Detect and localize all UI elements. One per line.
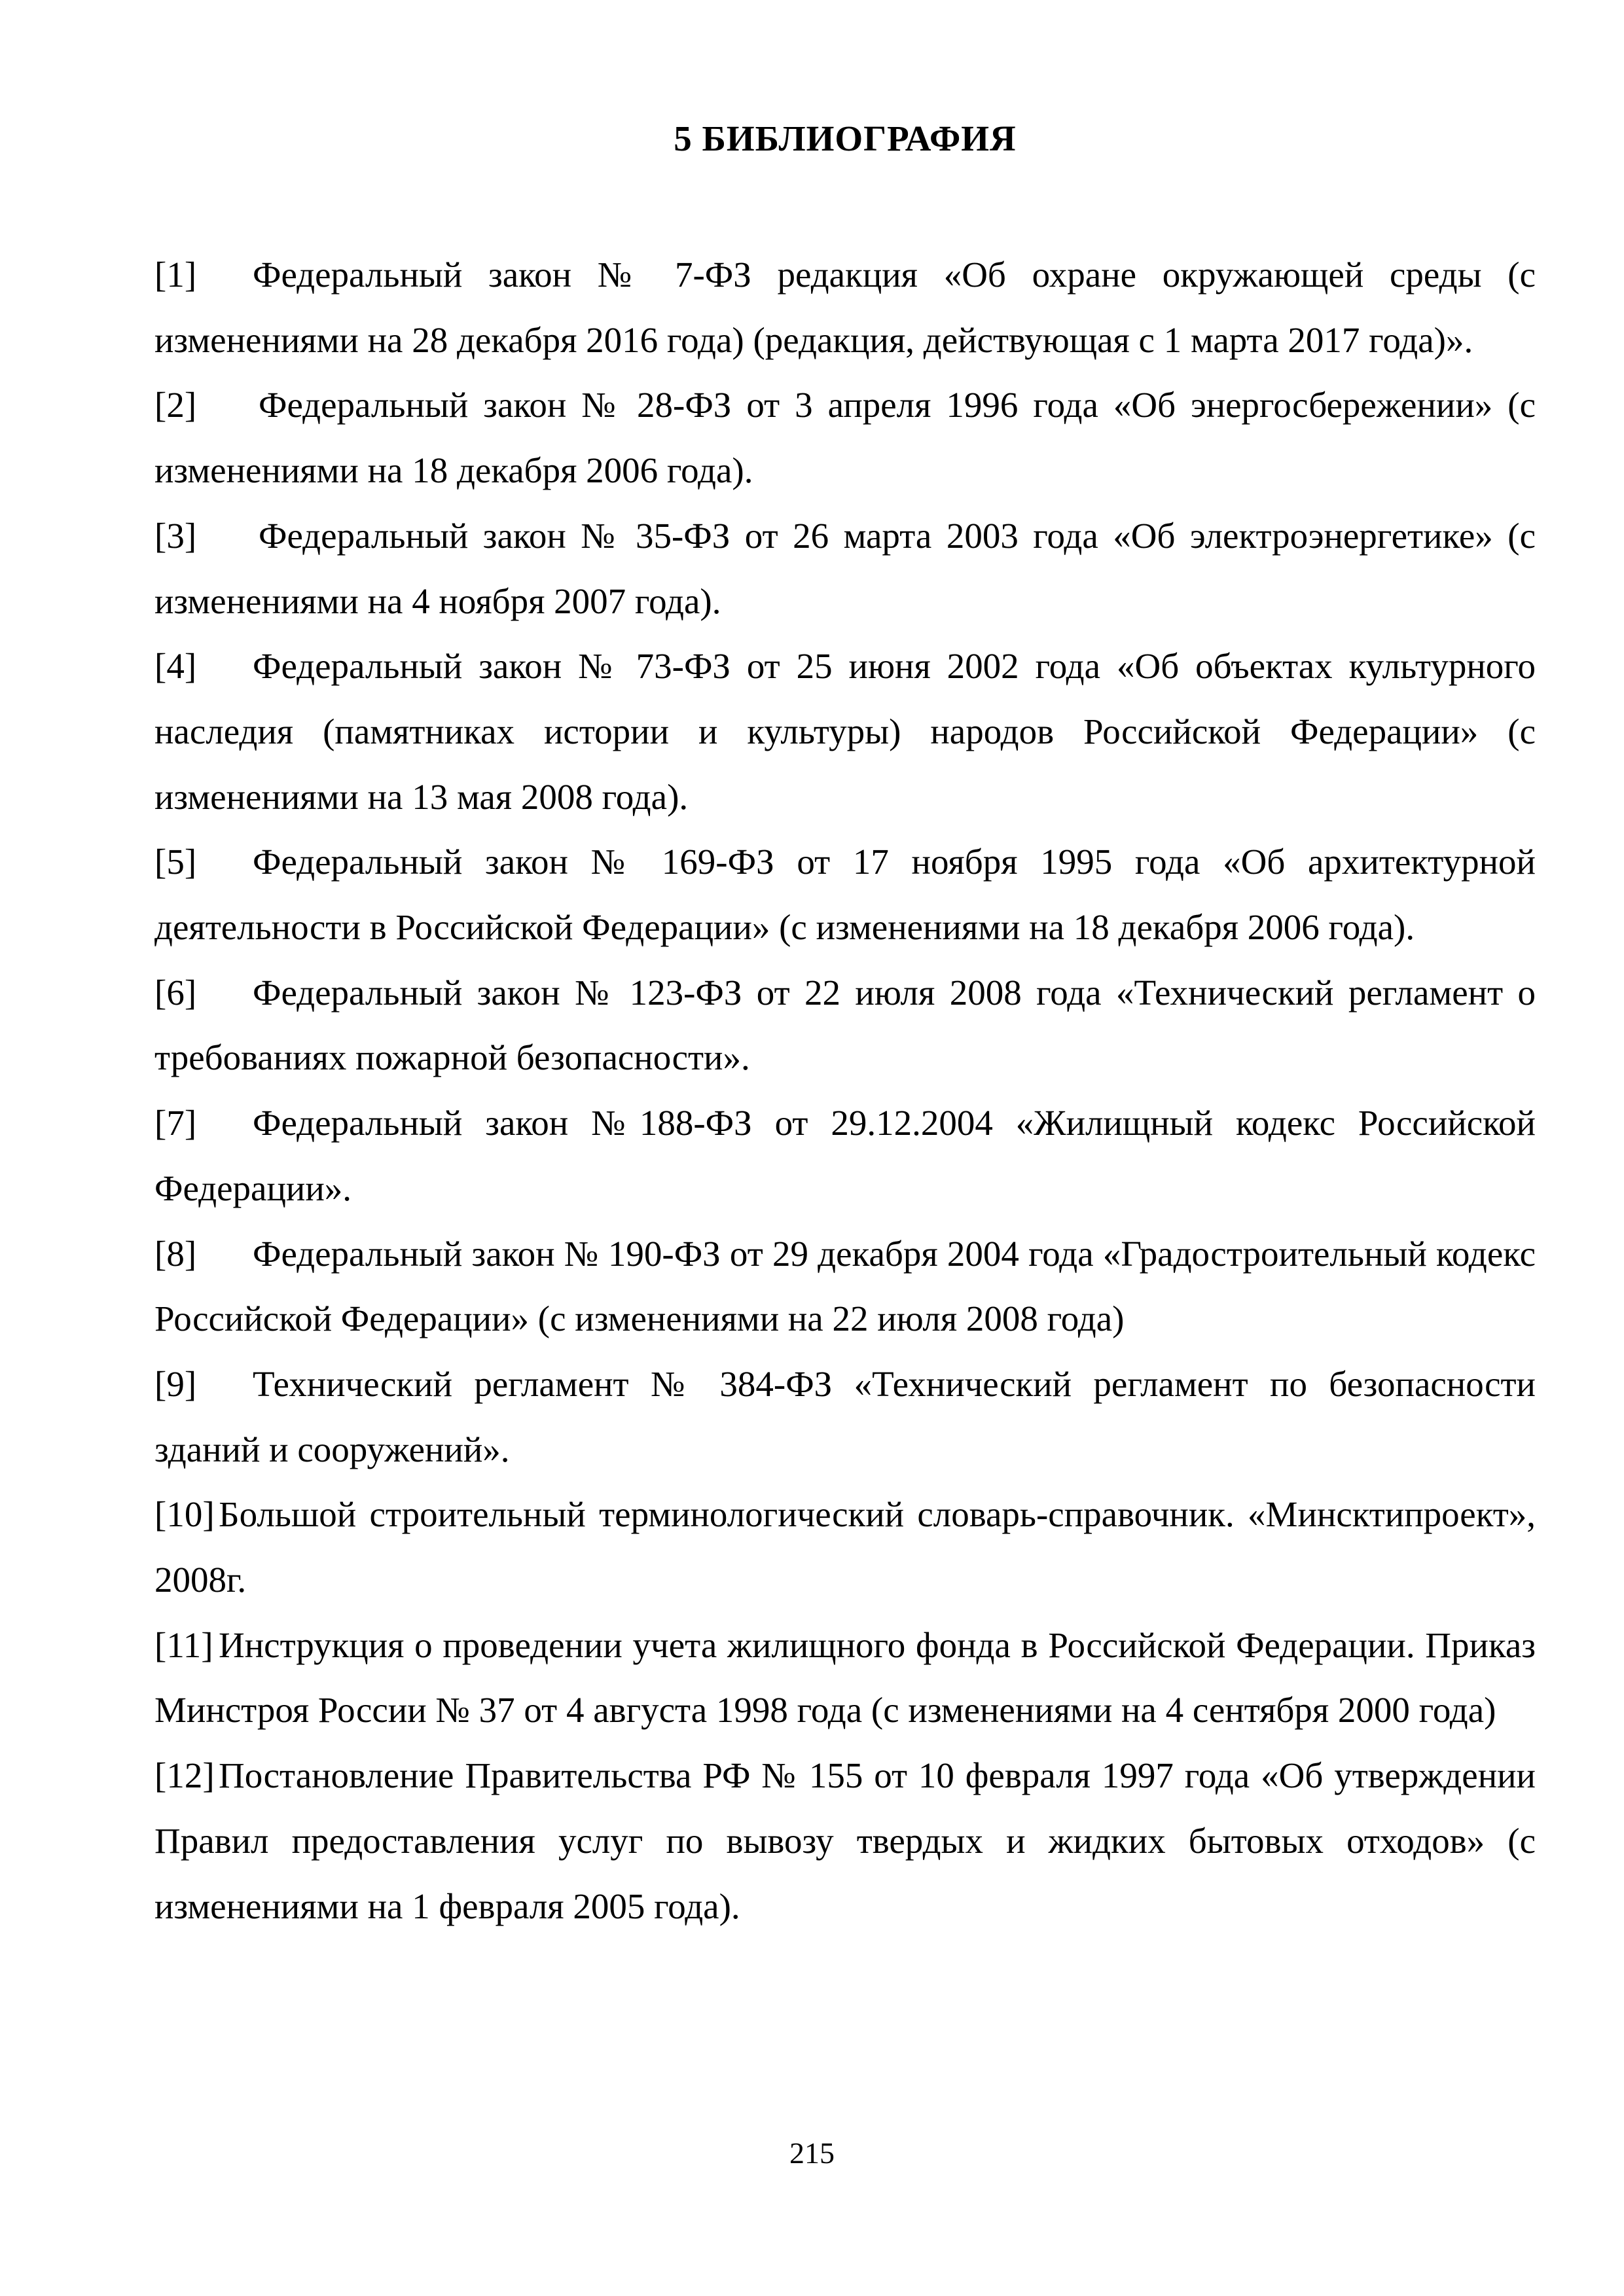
entry-number: [8] <box>154 1233 197 1274</box>
entry-text: Федеральный закон №188-ФЗ от 29.12.2004 «Жилищный кодекс Российской Федерации». <box>154 1103 1536 1208</box>
entry-text: Федеральный закон № 7-ФЗ редакция «Об охране окружающей среды (с изменениями на 28 декабря 2016 года) (редакция, действующая с 1 марта 2017 года)». <box>154 255 1536 360</box>
entry-text: Федеральный закон № 190-ФЗ от 29 декабря 2004 года «Градостроительный кодекс Российской Федерации» (с изменениями на 22 июля 2008 года) <box>154 1233 1536 1339</box>
entry-number: [1] <box>154 255 197 295</box>
bibliography-entry <box>154 503 1536 634</box>
bibliography-entry <box>154 372 1536 503</box>
entry-text: Постановление Правительства РФ № 155 от 10 февраля 1997 года «Об утверждении Правил предоставления услуг по вывозу твердых и жидких бытовых отходов» (с изменениями на 1 февраля 2005 года). <box>154 1755 1536 1926</box>
bibliography-entry <box>154 1352 1536 1482</box>
bibliography-entry <box>154 1482 1536 1612</box>
entry-text: Федеральный закон № 73-ФЗ от 25 июня 2002 года «Об объектах культурного наследия (памятниках истории и культуры) народов Российской Федерации» (с изменениями на 13 мая 2008 года). <box>154 646 1536 817</box>
bibliography-entry <box>154 1743 1536 1939</box>
entry-text: Большой строительный терминологический словарь-справочник. «Минсктипроект», 2008г. <box>154 1494 1536 1600</box>
bibliography-entry <box>154 1613 1536 1743</box>
bibliography-entry <box>154 1221 1536 1352</box>
bibliography-entry <box>154 634 1536 829</box>
entry-number: [10] <box>154 1494 215 1535</box>
entry-number: [2] <box>154 385 197 425</box>
entry-number: [11] <box>154 1624 213 1665</box>
entry-text: Федеральный закон № 35-ФЗ от 26 марта 2003 года «Об электроэнергетике» (с изменениями на 4 ноября 2007 года). <box>154 515 1536 621</box>
bibliography-entry <box>154 1090 1536 1221</box>
bibliography-entry <box>154 829 1536 960</box>
entry-number: [12] <box>154 1755 215 1796</box>
entry-text: Федеральный закон № 169-ФЗ от 17 ноября 1995 года «Об архитектурной деятельности в Российской Федерации» (с изменениями на 18 декабря 2006 года). <box>154 842 1536 948</box>
entry-text: Федеральный закон № 123-ФЗ от 22 июля 2008 года «Технический регламент о требованиях пожарной безопасности». <box>154 972 1536 1078</box>
entry-number: [9] <box>154 1363 197 1404</box>
bibliography-list <box>154 242 1536 1939</box>
page-number: 215 <box>789 2136 835 2170</box>
entry-text: Федеральный закон № 28-ФЗ от 3 апреля 1996 года «Об энергосбережении» (с изменениями на 18 декабря 2006 года). <box>154 385 1536 491</box>
entry-text: Инструкция о проведении учета жилищного фонда в Российской Федерации. Приказ Минстроя России № 37 от 4 августа 1998 года (с изменениями на 4 сентября 2000 года) <box>154 1624 1536 1731</box>
entry-text: Технический регламент № 384-ФЗ «Технический регламент по безопасности зданий и сооружений». <box>154 1363 1536 1469</box>
entry-number: [4] <box>154 646 197 687</box>
bibliography-entry <box>154 960 1536 1090</box>
entry-number: [6] <box>154 972 197 1013</box>
section-heading: 5 БИБЛИОГРАФИЯ <box>674 118 1017 158</box>
bibliography-entry <box>154 242 1536 372</box>
entry-number: [3] <box>154 515 197 556</box>
entry-number: [7] <box>154 1103 197 1143</box>
entry-number: [5] <box>154 842 197 882</box>
